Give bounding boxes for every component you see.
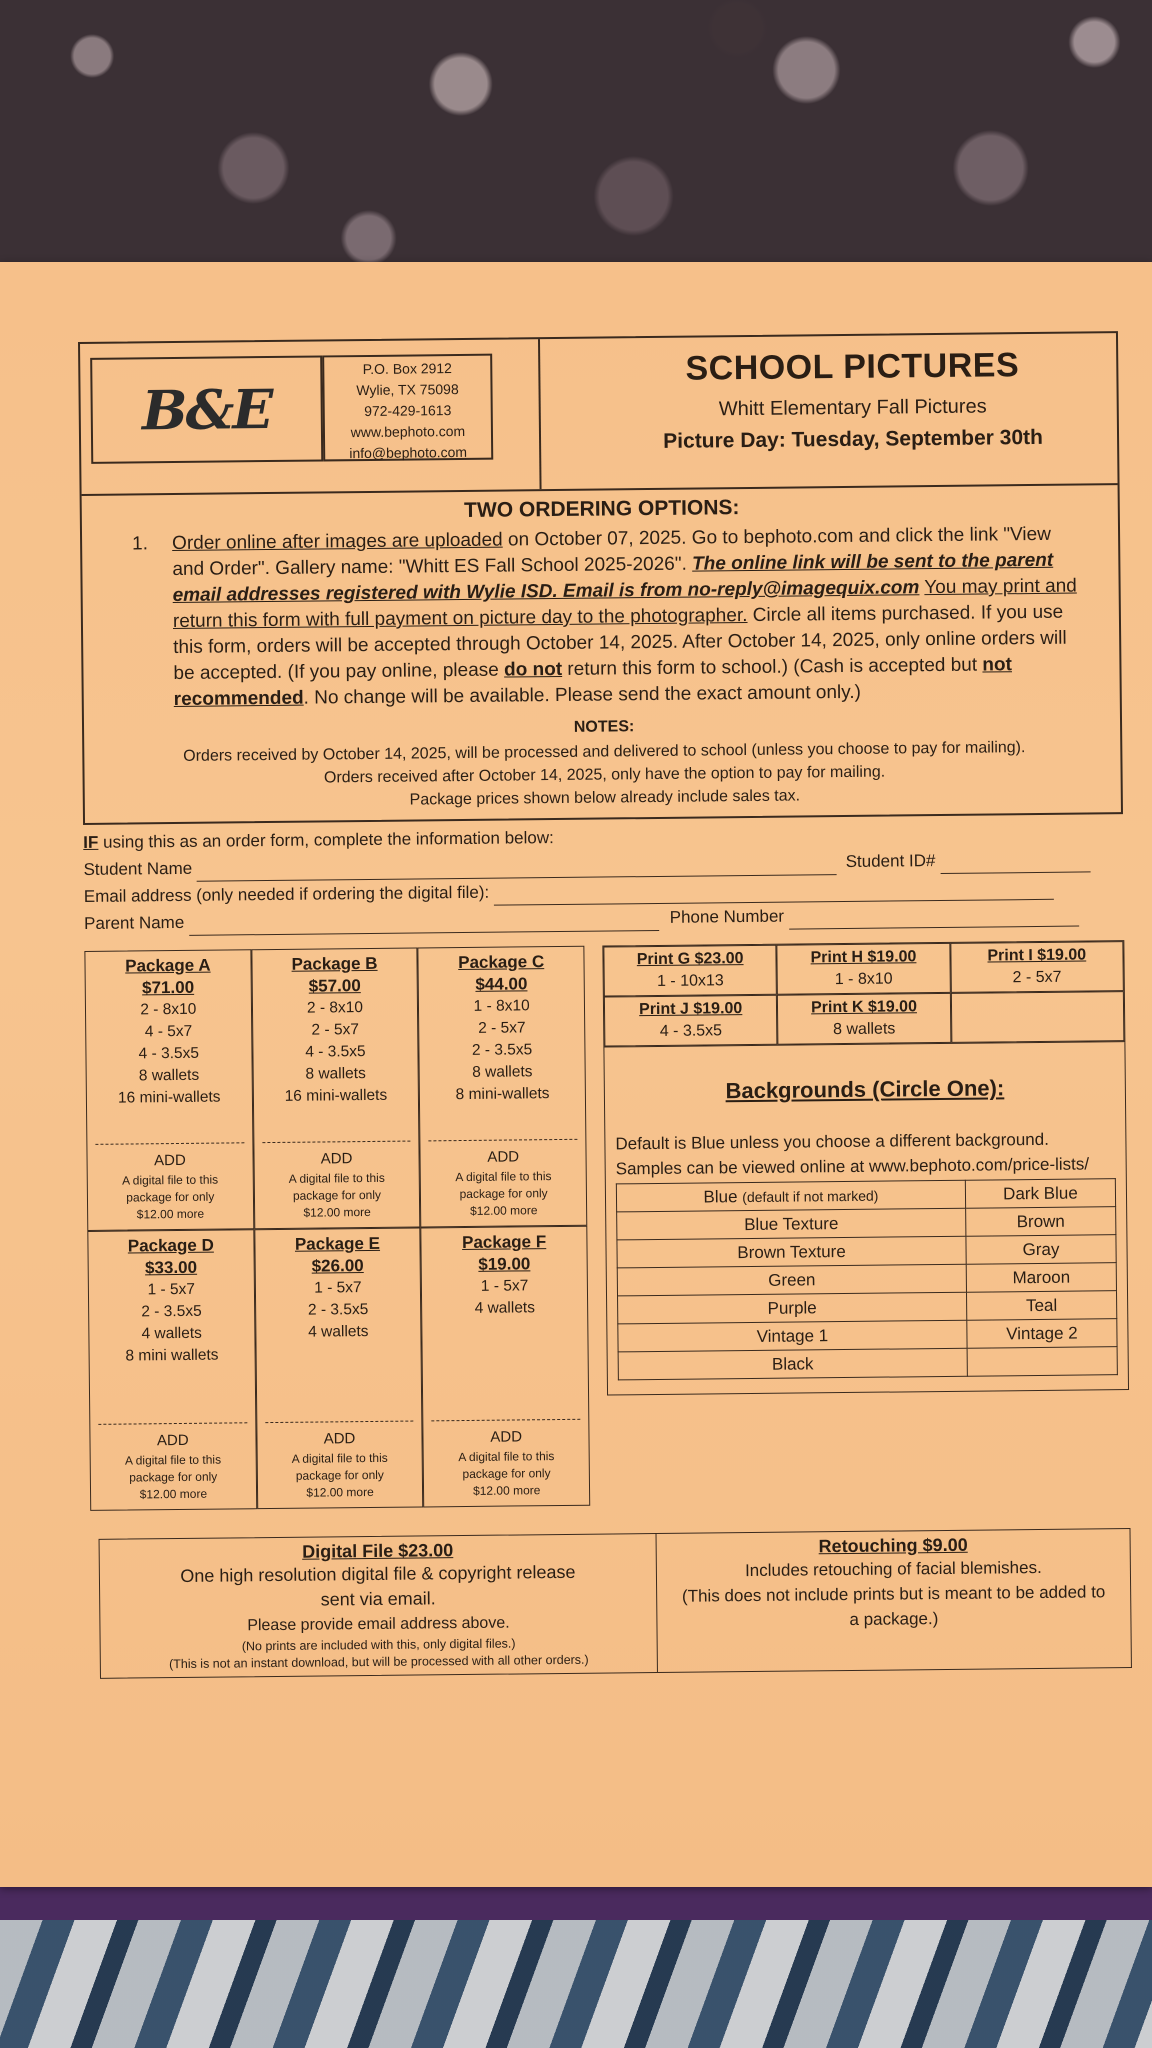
print-i[interactable] <box>950 941 1124 993</box>
package-c[interactable] <box>418 946 588 1228</box>
not-recommended-text: not recommended <box>173 654 1013 711</box>
picture-day: Picture Day: Tuesday, September 30th <box>663 425 1044 453</box>
logo-box <box>90 355 323 463</box>
package-item: 2 - 8x10 <box>140 1000 197 1019</box>
ordering-options <box>82 483 1121 823</box>
bg-option[interactable]: Maroon <box>966 1263 1116 1293</box>
package-item: 1 - 8x10 <box>473 997 530 1015</box>
package-item: 1 - 5x7 <box>480 1277 529 1295</box>
package-item: 2 - 8x10 <box>306 999 364 1017</box>
option-underline-2: You may print and return this form with full payment on picture day to the photographer. <box>172 575 1077 633</box>
header-divider <box>538 339 590 490</box>
package-item: 16 mini-wallets <box>117 1088 221 1107</box>
package-item: 4 wallets <box>141 1324 202 1343</box>
package-name: Package C <box>458 952 545 973</box>
student-id-label: Student ID# <box>845 851 936 871</box>
address-line: P.O. Box 2912 <box>362 360 453 378</box>
dashed-divider <box>265 1421 414 1424</box>
header <box>80 333 1118 494</box>
digital-addon[interactable]: ADD A digital file to this package for only $12.00 more <box>424 1409 590 1501</box>
backgrounds-table <box>616 1178 1118 1380</box>
package-f[interactable] <box>421 1226 591 1508</box>
print-j[interactable] <box>604 995 778 1047</box>
digital-addon[interactable]: ADD A digital file to this package for only $12.00 more <box>254 1130 420 1222</box>
package-item: 2 - 3.5x5 <box>141 1302 202 1321</box>
package-item: 8 mini wallets <box>125 1346 219 1365</box>
table-row <box>618 1347 1117 1380</box>
fabric-background <box>0 1920 1152 2048</box>
do-not-text: do not <box>503 658 563 681</box>
granite-countertop <box>0 0 1152 280</box>
print-k[interactable] <box>777 993 951 1045</box>
digital-addon[interactable]: ADD A digital file to this package for only $12.00 more <box>90 1412 256 1504</box>
digital-file-option[interactable]: Digital File $23.00 One high resolution digital file & copyright release sent via email. Please provide email address above. (No prints are included with this, only digital files.) (This is not an instant download, but will be processed with all other orders.) <box>99 1533 658 1679</box>
package-item: 8 mini-wallets <box>455 1085 550 1104</box>
bg-option[interactable]: Vintage 1 <box>618 1320 967 1352</box>
pricing-section <box>84 940 1130 1511</box>
notes <box>102 735 1107 815</box>
package-item: 2 - 5x7 <box>311 1021 359 1039</box>
package-item: 2 - 3.5x5 <box>471 1041 533 1059</box>
package-name: Package B <box>291 953 378 974</box>
package-price: $57.00 <box>308 976 361 996</box>
phone-label: Phone Number <box>669 906 785 927</box>
bg-option[interactable]: Black <box>618 1348 967 1380</box>
bg-option[interactable]: Brown Texture <box>617 1236 966 1268</box>
print-empty-cell <box>951 991 1125 1043</box>
package-item: 8 wallets <box>305 1065 366 1083</box>
order-info-fields <box>83 818 1124 937</box>
print-name: Print I $19.00 <box>987 946 1087 965</box>
package-item: 4 - 5x7 <box>144 1022 193 1041</box>
package-b[interactable] <box>251 947 421 1229</box>
prints-grid <box>602 940 1125 1047</box>
retouching-title: Retouching $9.00 <box>818 1534 968 1557</box>
package-d[interactable] <box>87 1229 257 1511</box>
print-desc: 8 wallets <box>833 1020 896 1039</box>
backgrounds-box <box>603 1042 1129 1395</box>
extras-section <box>99 1528 1132 1679</box>
package-item: 1 - 5x7 <box>314 1279 362 1297</box>
package-item: 2 - 5x7 <box>478 1019 526 1037</box>
print-desc: 1 - 10x13 <box>656 972 724 990</box>
student-name-label: Student Name <box>83 858 193 879</box>
print-name: Print H $19.00 <box>810 948 917 967</box>
package-name: Package E <box>294 1233 381 1254</box>
print-desc: 2 - 5x7 <box>1012 968 1062 987</box>
package-item: 4 - 3.5x5 <box>138 1044 200 1063</box>
option-underline: Order online after images are uploaded <box>172 529 503 555</box>
parent-name-label: Parent Name <box>83 912 185 933</box>
digital-file-title: Digital File $23.00 <box>302 1540 454 1562</box>
package-price: $33.00 <box>144 1257 198 1278</box>
bg-option[interactable]: Dark Blue <box>965 1179 1115 1209</box>
phone-field[interactable] <box>789 908 1079 930</box>
form-content <box>78 331 1132 1679</box>
dashed-divider <box>95 1142 244 1145</box>
parent-name-field[interactable] <box>189 912 659 936</box>
email-label: Email address (only needed if ordering the digital file): <box>83 882 490 906</box>
option-bold-italic: The online link will be sent to the parent email addresses registered with Wylie ISD. Email is from no-reply@imagequix.com <box>172 549 1054 607</box>
package-name: Package A <box>125 955 211 976</box>
package-item: 4 wallets <box>474 1299 536 1317</box>
bg-option[interactable]: Blue Texture <box>617 1208 966 1240</box>
note-line: Orders received by October 14, 2025, will be processed and delivered to school (unless you choose to pay for mailing). <box>183 739 1026 765</box>
option-number: 1. <box>132 533 149 555</box>
bg-option[interactable]: Vintage 2 <box>967 1319 1117 1349</box>
option-1 <box>100 521 1106 714</box>
package-name: Package D <box>127 1235 214 1256</box>
package-price: $26.00 <box>311 1256 364 1276</box>
bg-option[interactable]: Gray <box>966 1235 1116 1265</box>
package-item: 4 - 3.5x5 <box>305 1043 366 1061</box>
bg-option[interactable]: Green <box>617 1264 966 1296</box>
bg-option[interactable]: Teal <box>966 1291 1116 1321</box>
student-id-field[interactable] <box>940 853 1090 874</box>
dashed-divider <box>432 1419 581 1422</box>
order-form-intro: IF using this as an order form, complete the information below: <box>83 828 554 852</box>
bg-option[interactable]: Purple <box>618 1292 967 1324</box>
package-item: 1 - 5x7 <box>147 1280 196 1299</box>
package-item: 16 mini-wallets <box>284 1086 388 1105</box>
digital-addon[interactable]: ADD A digital file to this package for only $12.00 more <box>257 1410 423 1502</box>
backgrounds-desc: Default is Blue unless you choose a different background. Samples can be viewed online at www.bephoto.com/price-lists/ <box>615 1129 1090 1179</box>
package-price: $19.00 <box>478 1254 531 1274</box>
note-line: Package prices shown below already include sales tax. <box>409 787 801 809</box>
package-item: 8 wallets <box>138 1066 200 1085</box>
right-column <box>602 940 1130 1505</box>
title-area <box>588 333 1118 489</box>
print-g[interactable] <box>603 945 777 997</box>
option-1-text: Order online after images are uploaded on October 07, 2025. Go to bephoto.com and click the link "View and Order". Gallery name: "Whitt ES Fall School 2025-2026". The online link will be sent to the parent email addresses registered with Wylie ISD. Email is from no-reply@imagequix.com You may print and return this form with full payment on picture day to the photographer. Circle all items purchased. If you use this form, orders will be accepted through October 14, 2025. After October 14, 2025, only online orders will be accepted. (If you pay online, please do not return this form to school.) (Cash is accepted but not recommended. No change will be available. Please send the exact amount only.) <box>172 523 1077 711</box>
email-line: info@bephoto.com <box>349 443 468 462</box>
bg-empty-cell <box>967 1347 1117 1377</box>
print-name: Print J $19.00 <box>639 1000 743 1019</box>
print-h[interactable] <box>777 943 951 995</box>
package-name: Package F <box>461 1232 547 1253</box>
package-a[interactable] <box>84 949 254 1231</box>
option-text: on October 07, 2025. Go to bephoto.com and click the link "View and Order". Gallery name: "Whitt ES Fall School 2025-2026". <box>172 523 1051 581</box>
package-item: 2 - 3.5x5 <box>307 1301 369 1319</box>
package-price: $71.00 <box>141 977 195 998</box>
package-e[interactable] <box>254 1227 424 1509</box>
dashed-divider <box>98 1422 247 1425</box>
addon-label: ADD <box>153 1151 186 1170</box>
dashed-divider <box>429 1139 578 1142</box>
package-price: $44.00 <box>475 974 528 994</box>
page-title: SCHOOL PICTURES <box>685 346 1020 388</box>
notes-title: NOTES: <box>573 718 635 736</box>
school-subtitle: Whitt Elementary Fall Pictures <box>718 395 987 421</box>
packages-grid <box>84 946 590 1511</box>
options-heading: TWO ORDERING OPTIONS: <box>463 496 740 522</box>
print-name: Print G $23.00 <box>636 950 744 969</box>
bg-option[interactable]: Brown <box>966 1207 1116 1237</box>
order-form-paper <box>0 262 1152 1887</box>
digital-addon[interactable]: ADD A digital file to this package for only $12.00 more <box>421 1129 587 1221</box>
address-line: Wylie, TX 75098 <box>356 381 459 399</box>
company-logo: B&E <box>141 376 272 443</box>
company-address <box>322 354 493 462</box>
package-item: 4 wallets <box>308 1323 369 1341</box>
option-text-tail: Circle all items purchased. If you use this form, orders will be accepted through October 14, 2025. After October 14, 2025, only online orders will be accepted. (If you pay online, please <box>173 601 1067 685</box>
dashed-divider <box>262 1141 411 1144</box>
website-line: www.bephoto.com <box>350 422 466 441</box>
package-item: 8 wallets <box>472 1063 533 1081</box>
print-desc: 4 - 3.5x5 <box>659 1022 723 1040</box>
backgrounds-title: Backgrounds (Circle One): <box>725 1075 1005 1104</box>
phone-line: 972-429-1613 <box>364 402 452 420</box>
print-desc: 1 - 8x10 <box>834 970 893 989</box>
header-box <box>78 331 1123 825</box>
bg-option-blue[interactable]: Blue (default if not marked) <box>616 1180 965 1212</box>
retouching-option[interactable]: Retouching $9.00 Includes retouching of facial blemishes. (This does not include prints but is meant to be added to a package.) <box>657 1528 1132 1673</box>
note-line: Orders received after October 14, 2025, only have the option to pay for mailing. <box>323 763 886 787</box>
print-name: Print K $19.00 <box>811 998 918 1017</box>
digital-addon[interactable]: ADD A digital file to this package for only $12.00 more <box>87 1132 253 1224</box>
